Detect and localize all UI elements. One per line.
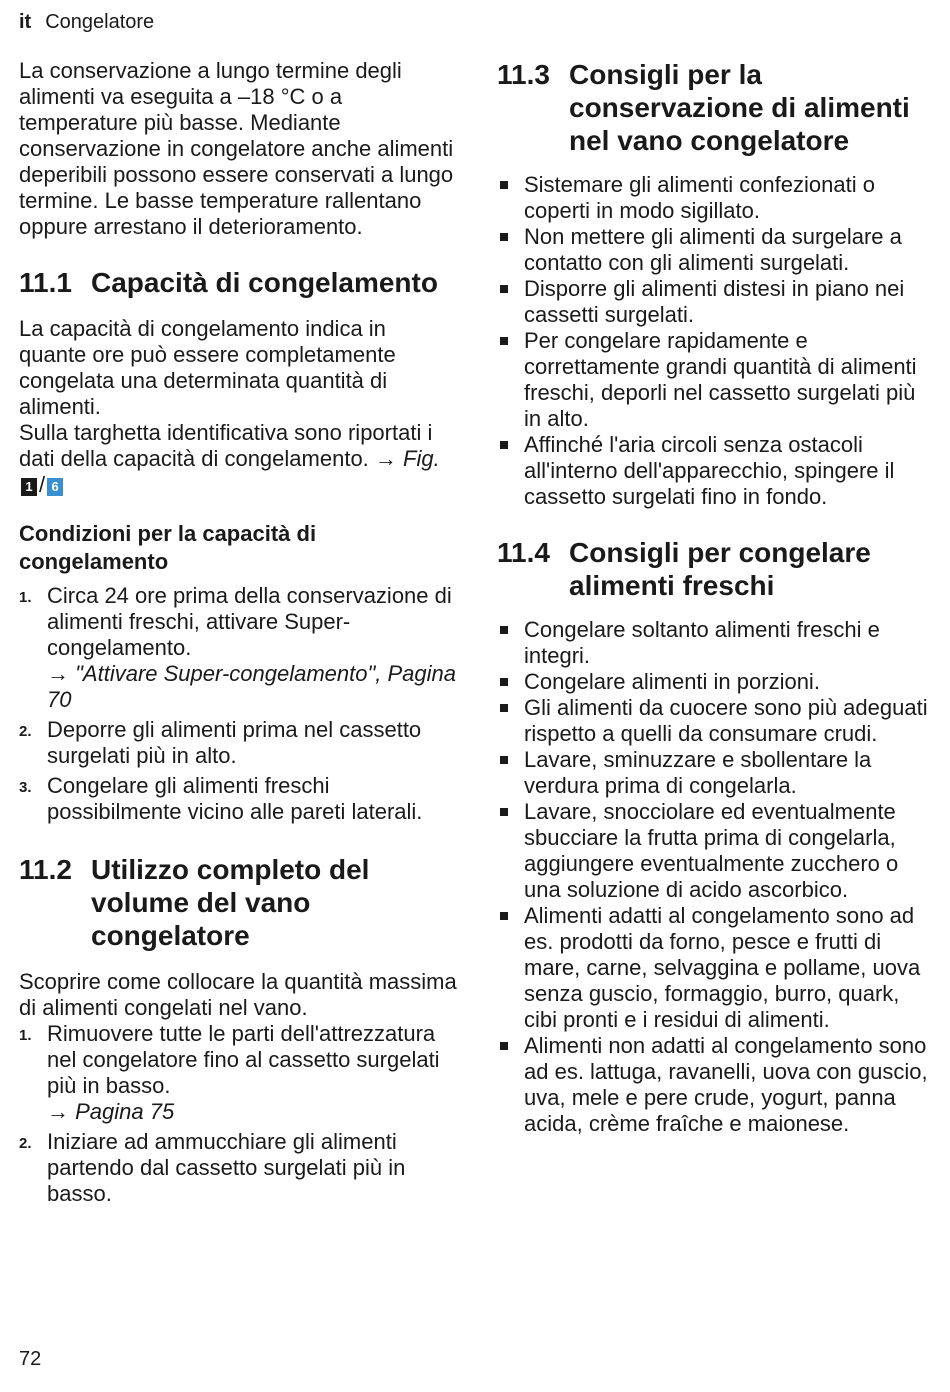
list-item-text: Per congelare rapidamente e correttamente grandi quantità di alimenti freschi, deporli nel cassetto surgelati più in alto. xyxy=(524,328,917,431)
step-text: Iniziare ad ammucchiare gli alimenti partendo dal cassetto surgelati più in basso. xyxy=(47,1129,406,1206)
list-item xyxy=(497,669,937,695)
bullet-square-icon xyxy=(497,328,524,432)
capacity-paragraph-2-text: Sulla targhetta identificativa sono riportati i dati della capacità di congelamento. xyxy=(19,420,433,471)
heading-11-3 xyxy=(497,58,937,157)
reference-link[interactable]: Pagina 75 xyxy=(75,1099,175,1124)
capacity-paragraph-2 xyxy=(19,420,459,498)
step-text xyxy=(47,1021,459,1125)
heading-text: Consigli per la conservazione di alimenti nel vano congelatore xyxy=(569,59,910,156)
step-body: Circa 24 ore prima della conservazione di alimenti freschi, attivare Super-congelamento. xyxy=(47,583,452,660)
arrow-icon: → xyxy=(374,446,397,471)
bullet-square-icon xyxy=(497,1033,524,1137)
section-name: Congelatore xyxy=(45,11,155,33)
heading-11-1 xyxy=(19,266,459,299)
step-body: Rimuovere tutte le parti dell'attrezzatura nel congelatore fino al cassetto surgelati più in basso. xyxy=(47,1021,440,1098)
arrow-icon: → xyxy=(47,1099,69,1124)
list-item xyxy=(497,903,937,1033)
bullet-square-icon xyxy=(497,432,524,510)
figure-separator: / xyxy=(39,472,46,497)
intro-paragraph: La conservazione a lungo termine degli alimenti va eseguita a –18 °C o a temperature più basse. Mediante conservazione in congelatore anche alimenti deperibili possono essere conservati a lungo termine. Le basse temperature rallentano oppure arrestano il deterioramento. xyxy=(19,58,454,239)
heading-11-4 xyxy=(497,536,937,602)
right-column xyxy=(497,58,937,1137)
list-item xyxy=(497,432,937,510)
list-item-text: Lavare, snocciolare ed eventualmente sbucciare la frutta prima di congelarla, aggiungere eventualmente zucchero o una soluzione di acido ascorbico. xyxy=(524,799,899,902)
step-reference xyxy=(47,1099,459,1125)
list-item-text: Congelare alimenti in porzioni. xyxy=(524,669,820,694)
step-item xyxy=(19,1021,459,1125)
list-item-text: Lavare, sminuzzare e sbollentare la verdura prima di congelarla. xyxy=(524,747,872,798)
step-item xyxy=(19,583,459,713)
list-item-text: Affinché l'aria circoli senza ostacoli all'interno dell'apparecchio, spingere il cassetto surgelati fino in fondo. xyxy=(524,432,895,509)
bullet-square-icon xyxy=(497,799,524,903)
list-item-text: Sistemare gli alimenti confezionati o coperti in modo sigillato. xyxy=(524,172,875,223)
list-item-text: Congelare soltanto alimenti freschi e integri. xyxy=(524,617,880,668)
step-text: Deporre gli alimenti prima nel cassetto surgelati più in alto. xyxy=(47,717,422,768)
page-header xyxy=(19,9,154,35)
list-item xyxy=(497,747,937,799)
list-item-text: Non mettere gli alimenti da surgelare a contatto con gli alimenti surgelati. xyxy=(524,224,902,275)
step-number: 2. xyxy=(19,723,32,740)
bullet-square-icon xyxy=(497,903,524,1033)
step-text xyxy=(47,583,459,713)
step-number: 1. xyxy=(19,1027,32,1044)
reference-link[interactable]: "Attivare Super-congelamento", Pagina 70 xyxy=(47,661,457,712)
capacity-paragraph-1: La capacità di congelamento indica in quante ore può essere completamente congelata una determinata quantità di alimenti. xyxy=(19,316,396,419)
bullet-square-icon xyxy=(497,747,524,799)
list-item-text: Gli alimenti da cuocere sono più adeguati rispetto a quelli da consumare crudi. xyxy=(524,695,928,746)
list-item-text: Alimenti non adatti al congelamento sono ad es. lattuga, ravanelli, uova con guscio, uva, mele e pere crude, yogurt, panna acida, crème fraîche e maionese. xyxy=(524,1033,928,1136)
step-number: 2. xyxy=(19,1135,32,1152)
freezing-tips-list xyxy=(497,617,937,1137)
list-item xyxy=(497,328,937,432)
bullet-square-icon xyxy=(497,224,524,276)
bullet-square-icon xyxy=(497,276,524,328)
heading-number: 11.1 xyxy=(19,267,72,298)
list-item-text: Alimenti adatti al congelamento sono ad es. prodotti da forno, pesce e frutti di mare, carne, selvaggina e pollame, uova senza guscio, formaggio, burro, quark, cibi pronti e i residui di alimenti. xyxy=(524,903,921,1032)
list-item-text: Disporre gli alimenti distesi in piano nei cassetti surgelati. xyxy=(524,276,905,327)
list-item xyxy=(497,1033,937,1137)
bullet-square-icon xyxy=(497,617,524,669)
language-code: it xyxy=(19,11,32,33)
figure-badge-1: 1 xyxy=(21,478,37,496)
list-item xyxy=(497,695,937,747)
list-item xyxy=(497,617,937,669)
subheading-conditions: Condizioni per la capacità di congelamento xyxy=(19,521,317,574)
fig-reference-label: Fig. xyxy=(403,446,440,471)
heading-text: Consigli per congelare alimenti freschi xyxy=(569,537,871,601)
heading-number: 11.4 xyxy=(497,537,550,568)
storage-tips-list xyxy=(497,172,937,510)
step-item xyxy=(19,1129,459,1207)
step-number: 3. xyxy=(19,779,32,796)
step-item xyxy=(19,773,459,825)
heading-text: Capacità di congelamento xyxy=(91,267,438,298)
step-text: Congelare gli alimenti freschi possibilmente vicino alle pareti laterali. xyxy=(47,773,423,824)
heading-11-2 xyxy=(19,853,459,952)
left-column xyxy=(19,58,459,1207)
step-number: 1. xyxy=(19,589,32,606)
volume-paragraph: Scoprire come collocare la quantità massima di alimenti congelati nel vano. xyxy=(19,969,457,1020)
step-item xyxy=(19,717,459,769)
bullet-square-icon xyxy=(497,172,524,224)
page-number: 72 xyxy=(19,1348,42,1370)
step-reference xyxy=(47,661,459,713)
list-item xyxy=(497,799,937,903)
bullet-square-icon xyxy=(497,695,524,747)
volume-steps xyxy=(19,1021,459,1207)
list-item xyxy=(497,172,937,224)
heading-text: Utilizzo completo del volume del vano congelatore xyxy=(91,854,370,951)
heading-number: 11.3 xyxy=(497,59,550,90)
bullet-square-icon xyxy=(497,669,524,695)
list-item xyxy=(497,224,937,276)
conditions-steps xyxy=(19,583,459,825)
heading-number: 11.2 xyxy=(19,854,72,885)
list-item xyxy=(497,276,937,328)
arrow-icon: → xyxy=(47,661,69,686)
figure-badge-6: 6 xyxy=(47,478,63,496)
